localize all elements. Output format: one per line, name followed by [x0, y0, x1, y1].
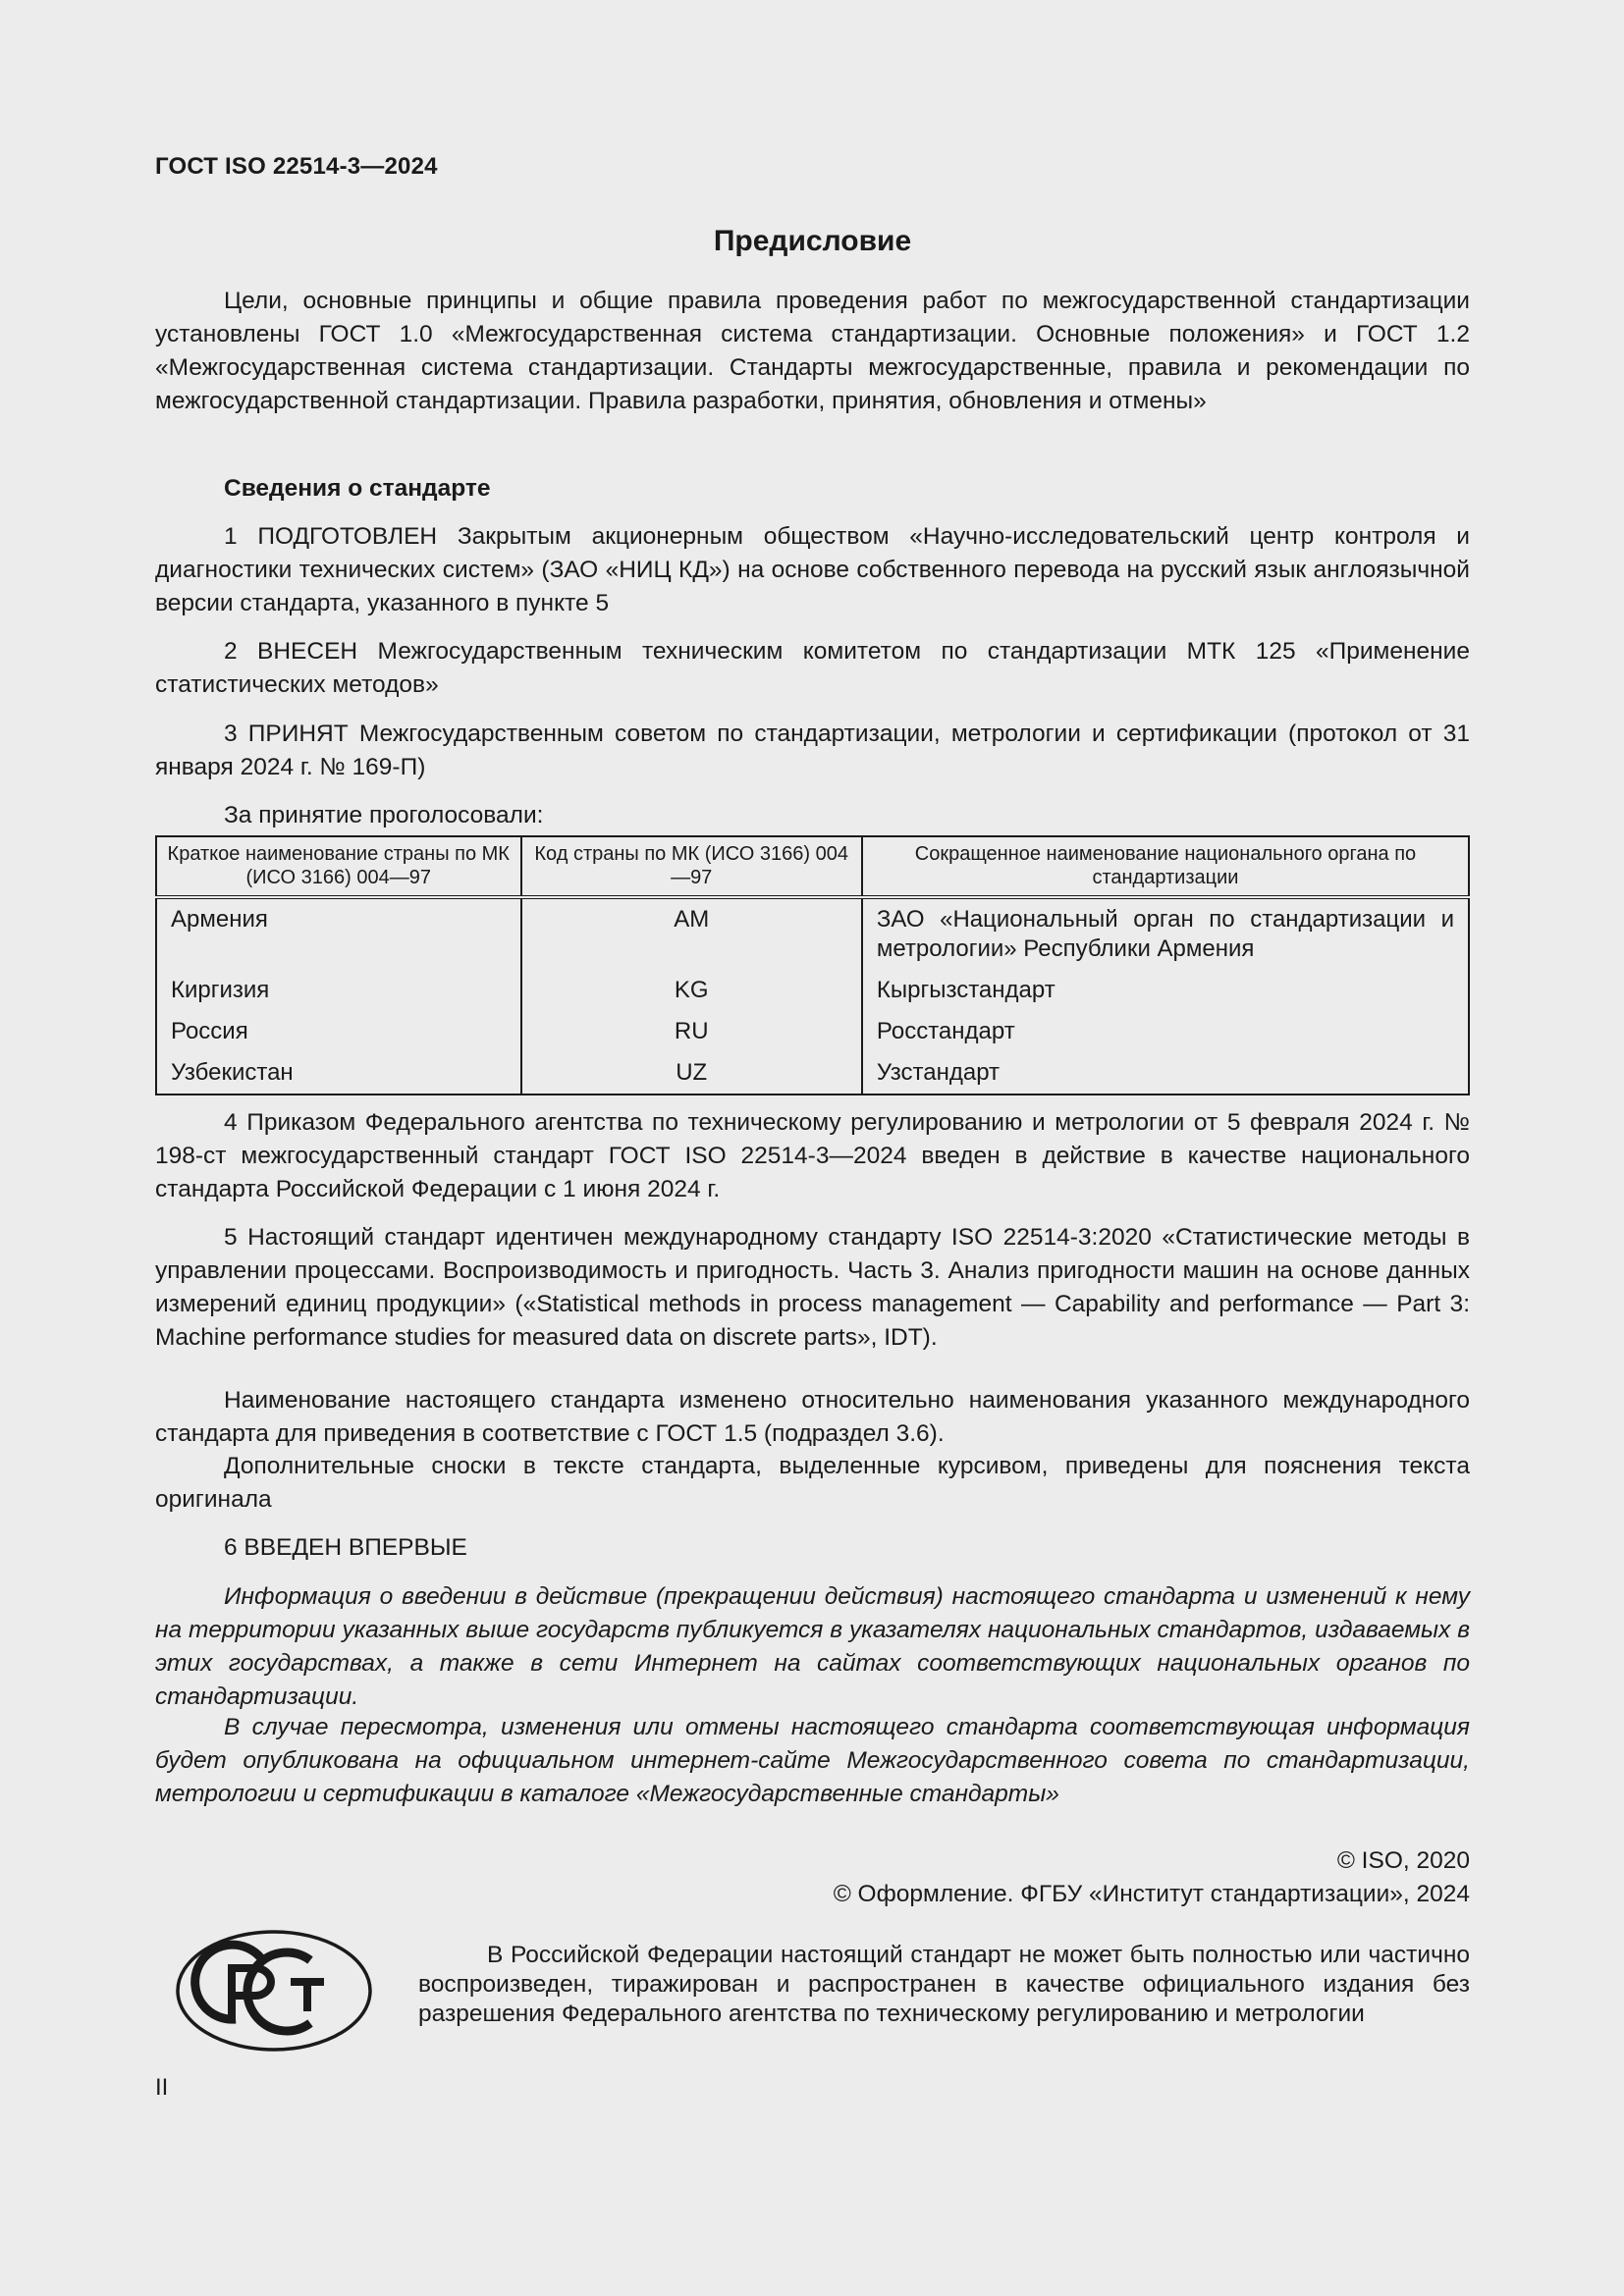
country-cell: Киргизия	[156, 970, 521, 1011]
intro-paragraph	[155, 285, 1470, 418]
country-cell: Узбекистан	[156, 1052, 521, 1095]
body-cell: ЗАО «Национальный орган по стандартизации и метрологии» Республики Армения	[862, 897, 1469, 970]
copyright-block	[155, 1844, 1470, 1911]
item-6	[155, 1531, 1470, 1565]
table-row	[156, 897, 1469, 970]
info-2-text: В случае пересмотра, изменения или отмены настоящего стандарта соответствующая информация будет опубликована на официальном интернет-сайте Межгосударственного совета по стандартизации, метрологии и сертификации в каталоге «Межгосударственные стандарты»	[155, 1714, 1470, 1807]
section-heading-text: Сведения о стандарте	[224, 475, 491, 502]
header-code: Код страны по МК (ИСО 3166) 004—97	[521, 836, 862, 897]
body-cell: Росстандарт	[862, 1011, 1469, 1052]
voted-label	[155, 799, 1470, 832]
item-1	[155, 520, 1470, 620]
code-cell: AM	[521, 897, 862, 970]
item-1-text: 1 ПОДГОТОВЛЕН Закрытым акционерным обществом «Научно-исследовательский центр контроля и диагностики технических систем» (ЗАО «НИЦ КД») на основе собственного перевода на русский язык англоязычной версии стандарта, указанного в пункте 5	[155, 523, 1470, 616]
voting-table	[155, 835, 1470, 1095]
code-cell: RU	[521, 1011, 862, 1052]
voted-label-text: За принятие проголосовали:	[224, 802, 544, 828]
section-heading	[155, 472, 1470, 506]
table-header-row	[156, 836, 1469, 897]
code-cell: UZ	[521, 1052, 862, 1095]
body-cell: Узстандарт	[862, 1052, 1469, 1095]
rst-logo-icon	[175, 1929, 373, 2053]
item-2-text: 2 ВНЕСЕН Межгосударственным техническим комитетом по стандартизации МТК 125 «Применение статистических методов»	[155, 638, 1470, 698]
info-paragraph-1	[155, 1580, 1470, 1714]
item-4	[155, 1106, 1470, 1206]
item-5-text: 5 Настоящий стандарт идентичен международному стандарту ISO 22514-3:2020 «Статистические методы в управлении процессами. Воспроизводимость и пригодность. Часть 3. Анализ пригодности машин на основе данных измерений единиц продукции» («Statistical methods in process management — Capability and performance — Part 3: Machine performance studies for measured data on discrete parts», IDT).	[155, 1224, 1470, 1351]
item-3-text: 3 ПРИНЯТ Межгосударственным советом по стандартизации, метрологии и сертификации (протокол от 31 января 2024 г. № 169-П)	[155, 721, 1470, 780]
item-4-text: 4 Приказом Федерального агентства по техническому регулированию и метрологии от 5 февраля 2024 г. № 198-ст межгосударственный стандарт ГОСТ ISO 22514-3—2024 введен в действие в качестве национального стандарта Российской Федерации с 1 июня 2024 г.	[155, 1109, 1470, 1202]
notice-text: В Российской Федерации настоящий стандарт не может быть полностью или частично воспроизведен, тиражирован и распространен в качестве официального издания без разрешения Федерального агентства по техническому регулированию и метрологии	[418, 1942, 1470, 2027]
table-row	[156, 970, 1469, 1011]
item-5-paragraph-3	[155, 1450, 1470, 1517]
item-5-p3-text: Дополнительные сноски в тексте стандарта, выделенные курсивом, приведены для пояснения текста оригинала	[155, 1453, 1470, 1513]
item-5	[155, 1221, 1470, 1355]
copyright-design: © Оформление. ФГБУ «Институт стандартизации», 2024	[833, 1881, 1470, 1907]
code-cell: KG	[521, 970, 862, 1011]
document-code: ГОСТ ISO 22514-3—2024	[155, 153, 438, 180]
copyright-notice	[418, 1941, 1470, 2029]
item-3	[155, 718, 1470, 784]
item-5-paragraph-2	[155, 1384, 1470, 1451]
info-paragraph-2	[155, 1711, 1470, 1811]
table-row	[156, 1052, 1469, 1095]
country-cell: Россия	[156, 1011, 521, 1052]
country-cell: Армения	[156, 897, 521, 970]
item-5-p2-text: Наименование настоящего стандарта изменено относительно наименования указанного международного стандарта для приведения в соответствие с ГОСТ 1.5 (подраздел 3.6).	[155, 1387, 1470, 1447]
info-1-text: Информация о введении в действие (прекращении действия) настоящего стандарта и изменений к нему на территории указанных выше государств публикуется в указателях национальных стандартов, издаваемых в этих государствах, а также в сети Интернет на сайтах соответствующих национальных органов по стандартизации.	[155, 1583, 1470, 1710]
item-6-text: 6 ВВЕДЕН ВПЕРВЫЕ	[224, 1534, 467, 1561]
body-cell: Кыргызстандарт	[862, 970, 1469, 1011]
header-body: Сокращенное наименование национального органа по стандартизации	[862, 836, 1469, 897]
page-title: Предисловие	[713, 225, 912, 257]
copyright-iso: © ISO, 2020	[1336, 1847, 1470, 1874]
item-2	[155, 635, 1470, 702]
header-country: Краткое наименование страны по МК (ИСО 3166) 004—97	[156, 836, 521, 897]
page-number: II	[155, 2074, 169, 2101]
intro-text: Цели, основные принципы и общие правила проведения работ по межгосударственной стандартизации установлены ГОСТ 1.0 «Межгосударственная система стандартизации. Основные положения» и ГОСТ 1.2 «Межгосударственная система стандартизации. Стандарты межгосударственные, правила и рекомендации по межгосударственной стандартизации. Правила разработки, принятия, обновления и отмены»	[155, 288, 1470, 414]
table-row	[156, 1011, 1469, 1052]
